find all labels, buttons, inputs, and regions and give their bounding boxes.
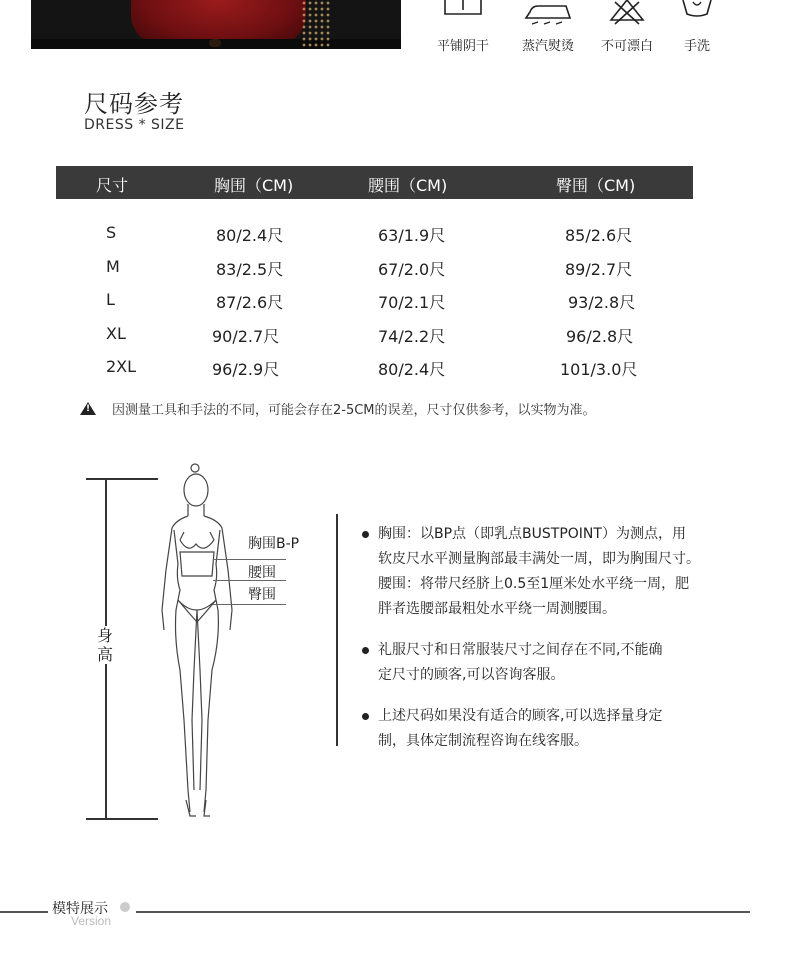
footer-dot-icon	[120, 902, 130, 912]
section-subtitle: DRESS * SIZE	[84, 117, 185, 133]
cell-waist: 67/2.0尺	[378, 260, 446, 279]
measurement-warning: !因测量工具和手法的不同，可能会存在2-5CM的误差，尺寸仅供参考，以实物为准。	[80, 399, 596, 418]
care-label: 蒸汽熨烫	[521, 39, 575, 54]
cell-waist: 74/2.2尺	[378, 327, 446, 346]
body-figure-sketch	[150, 460, 260, 822]
cell-size: M	[106, 257, 120, 276]
header-hip: 臀围（CM)	[556, 176, 636, 195]
care-steam-iron	[518, 0, 578, 54]
cell-bust: 83/2.5尺	[216, 260, 284, 279]
notes-divider	[336, 514, 338, 746]
table-row	[0, 357, 790, 387]
no-bleach-icon	[597, 0, 657, 26]
decor-studs	[301, 0, 331, 49]
cell-size: L	[106, 290, 115, 309]
cell-bust: 80/2.4尺	[216, 226, 284, 245]
cell-hip: 96/2.8尺	[566, 327, 634, 346]
note-custom-order: 上述尺码如果没有适合的顾客,可以选择量身定 制，具体定制流程咨询在线客服。	[362, 704, 662, 754]
cell-waist: 63/1.9尺	[378, 226, 446, 245]
hand-wash-icon	[667, 0, 727, 26]
table-row	[0, 290, 790, 320]
header-size: 尺寸	[96, 176, 129, 195]
hip-line	[213, 604, 286, 605]
header-bust: 胸围（CM)	[214, 176, 294, 195]
table-row	[0, 223, 790, 253]
section-title: 尺码参考	[84, 90, 184, 118]
height-bottom-line	[86, 818, 158, 820]
care-no-bleach	[597, 0, 657, 54]
waist-label: 腰围	[248, 565, 276, 581]
cell-bust: 90/2.7尺	[212, 327, 280, 346]
height-top-line	[86, 478, 158, 480]
note-bust-waist: 胸围：以BP点（即乳点BUSTPOINT）为测点，用 软皮尺水平测量胸部最丰满处一周，即为胸围尺寸。 腰围：将带尺经脐上0.5至1厘米处水平绕一周，肥 胖者选腰部最粗处水平绕一周测腰围。	[362, 522, 700, 622]
care-label: 平铺阴干	[436, 39, 490, 54]
cell-hip: 85/2.6尺	[565, 226, 633, 245]
footer-line-right	[136, 911, 750, 913]
footer-title: 模特展示	[52, 901, 108, 917]
care-label: 不可漂白	[600, 39, 654, 54]
cell-bust: 96/2.9尺	[212, 360, 280, 379]
bust-label: 胸围B-P	[248, 536, 300, 552]
footer-subtitle: Version	[71, 914, 112, 928]
cell-size: 2XL	[106, 357, 137, 376]
care-flat-dry	[433, 0, 493, 54]
warning-icon	[80, 402, 96, 415]
care-label: 手洗	[683, 39, 711, 54]
cell-size: XL	[106, 324, 126, 343]
cell-hip: 101/3.0尺	[560, 360, 638, 379]
size-table-header	[56, 166, 693, 199]
care-hand-wash	[667, 0, 727, 54]
footer-line-left	[0, 911, 48, 913]
cell-waist: 80/2.4尺	[378, 360, 446, 379]
cell-hip: 89/2.7尺	[565, 260, 633, 279]
note-size-difference: 礼服尺寸和日常服装尺寸之间存在不同,不能确 定尺寸的顾客,可以咨询客服。	[362, 638, 662, 688]
header-waist: 腰围（CM)	[368, 176, 448, 195]
cell-size: S	[106, 223, 117, 242]
table-row	[0, 324, 790, 354]
flat-dry-shade-icon	[433, 0, 493, 26]
cell-waist: 70/2.1尺	[378, 293, 446, 312]
steam-iron-icon	[518, 0, 578, 26]
table-row	[0, 257, 790, 287]
product-photo	[31, 0, 401, 49]
cell-bust: 87/2.6尺	[216, 293, 284, 312]
cell-hip: 93/2.8尺	[568, 293, 636, 312]
height-label: 身高	[96, 626, 113, 664]
bust-line	[213, 559, 286, 560]
hip-label: 臀围	[248, 587, 276, 603]
